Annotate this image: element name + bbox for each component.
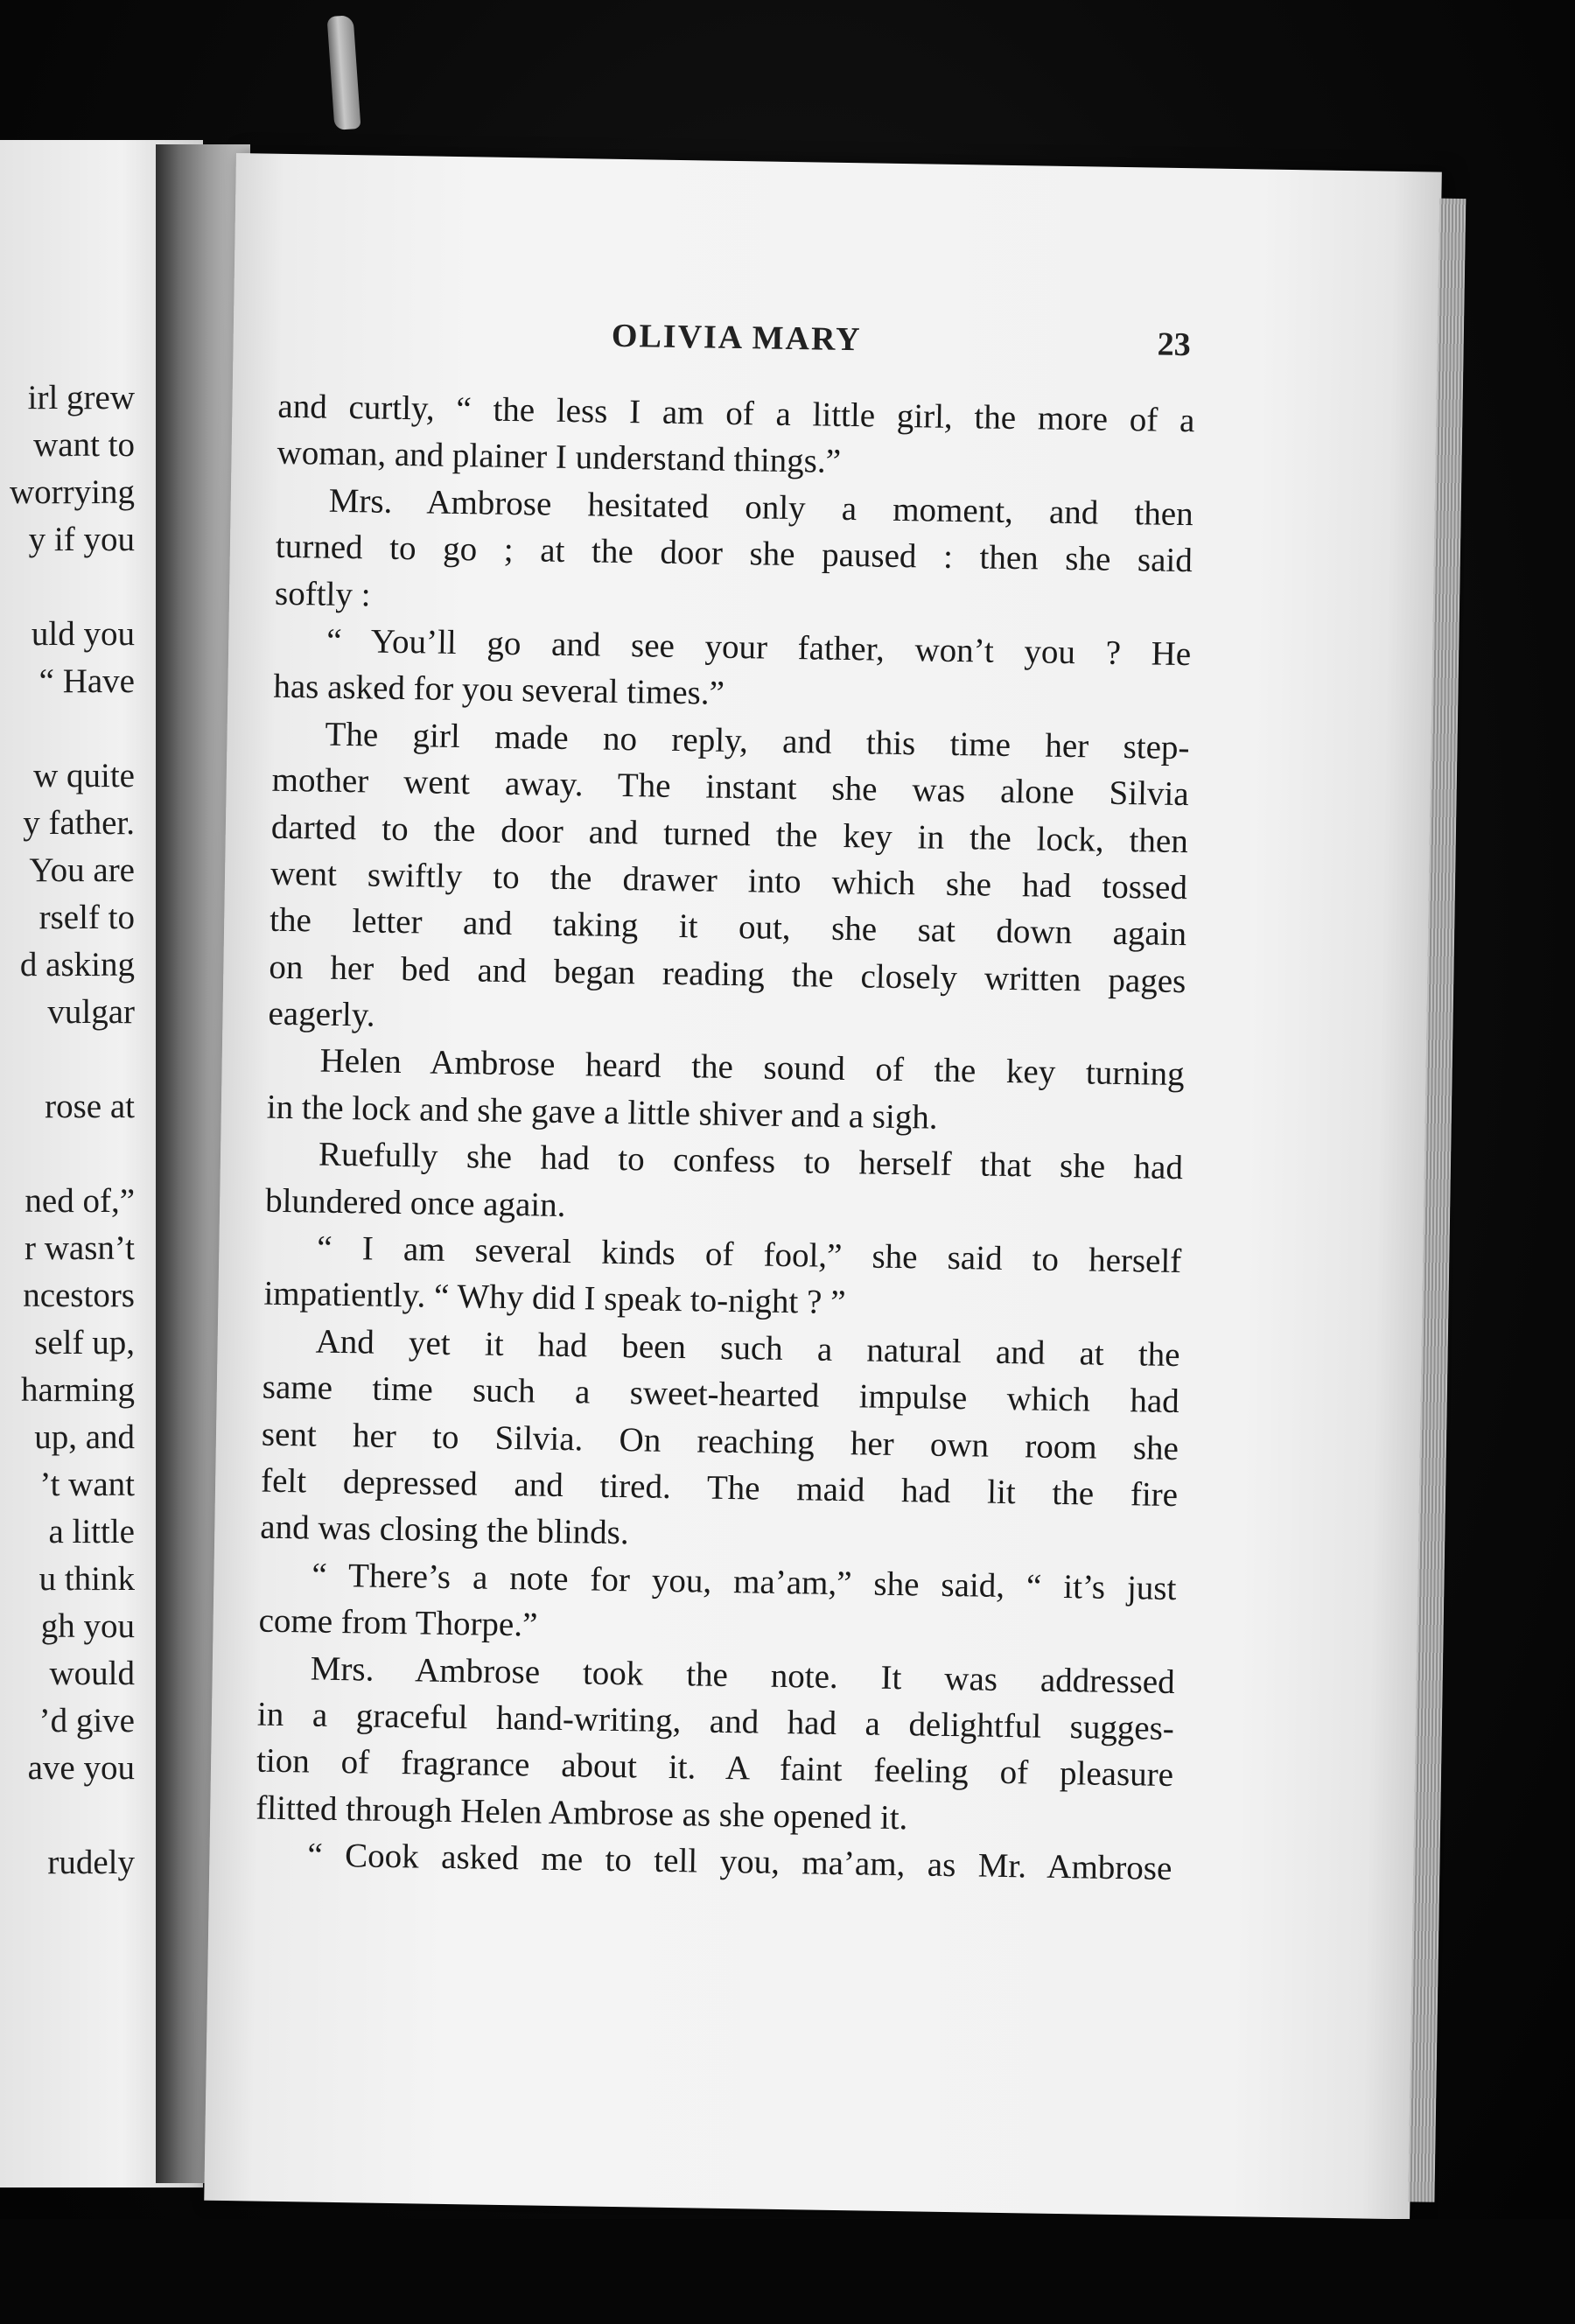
text-line: in a graceful hand-writing, and had a delightful sugges- xyxy=(256,1695,1175,1747)
text-line: and curtly, “ the less I am of a little girl, the more of a xyxy=(277,387,1195,440)
left-line: would xyxy=(49,1655,135,1692)
left-line: irl grew xyxy=(27,379,135,416)
text-line: blundered once again. xyxy=(264,1181,566,1224)
left-line: u think xyxy=(38,1560,135,1598)
left-line: r wasn’t xyxy=(24,1229,135,1267)
running-head xyxy=(282,312,1191,369)
running-title: OLIVIA MARY xyxy=(611,317,862,359)
left-line: w quite xyxy=(33,757,135,794)
left-line: ave you xyxy=(27,1749,135,1787)
left-line: up, and xyxy=(34,1418,135,1456)
left-line: uld you xyxy=(31,615,135,653)
text-line: has asked for you several times.” xyxy=(273,668,725,713)
text-line: turned to go ; at the door she paused : then she said xyxy=(275,527,1194,580)
left-line xyxy=(0,705,135,752)
left-line: gh you xyxy=(40,1607,135,1645)
text-line: flitted through Helen Ambrose as she opened it. xyxy=(255,1788,908,1838)
left-line: rself to xyxy=(38,899,135,936)
left-line xyxy=(0,1036,135,1083)
left-line: ’t want xyxy=(39,1466,135,1503)
left-line: d asking xyxy=(19,946,135,984)
text-line: went swiftly to the drawer into which she had tossed xyxy=(270,854,1188,907)
paper-tab-fragment xyxy=(327,15,361,130)
text-line: softly : xyxy=(274,574,371,614)
text-line: woman, and plainer I understand things.” xyxy=(276,434,842,481)
text-line: darted to the door and turned the key in the lock, then xyxy=(270,808,1189,860)
scan-bottom-margin xyxy=(0,2219,1575,2324)
text-line: Mrs. Ambrose took the note. It was addressed xyxy=(310,1649,1176,1701)
left-line: a little xyxy=(48,1513,135,1550)
text-line: same time such a sweet-hearted impulse which had xyxy=(262,1368,1180,1421)
page-body xyxy=(255,383,1195,1893)
text-line: and was closing the blinds. xyxy=(259,1508,629,1552)
text-line: tion of fragrance about it. A faint feeling of pleasure xyxy=(256,1741,1174,1795)
left-line: want to xyxy=(33,426,135,464)
left-line: ’d give xyxy=(38,1702,135,1740)
text-line: the letter and taking it out, she sat down again xyxy=(269,901,1187,954)
left-line xyxy=(0,564,135,611)
text-line: impatiently. “ Why did I speak to-night ? ” xyxy=(263,1275,846,1322)
left-line: rose at xyxy=(45,1088,135,1125)
text-line: on her bed and began reading the closely written pages xyxy=(269,948,1186,1000)
text-line: “ Cook asked me to tell you, ma’am, as Mr. Ambrose xyxy=(307,1836,1172,1888)
left-line: y father. xyxy=(23,804,135,842)
text-line: And yet it had been such a natural and at the xyxy=(315,1322,1180,1374)
left-line: vulgar xyxy=(47,993,135,1031)
text-line: mother went away. The instant she was alone Silvia xyxy=(271,760,1189,814)
left-line xyxy=(0,1792,135,1839)
left-page-text xyxy=(0,374,135,1886)
text-line: Ruefully she had to confess to herself that she had xyxy=(318,1135,1184,1187)
text-line: “ There’s a note for you, ma’am,” she said, “ it’s just xyxy=(312,1556,1177,1607)
text-line: eagerly. xyxy=(268,994,375,1034)
text-line: The girl made no reply, and this time her step- xyxy=(325,715,1190,766)
text-line: Helen Ambrose heard the sound of the key turning xyxy=(319,1042,1185,1094)
left-line: “ Have xyxy=(38,662,135,700)
text-line: “ You’ll go and see your father, won’t you ? He xyxy=(326,621,1192,674)
text-line: “ I am several kinds of fool,” she said to herself xyxy=(317,1228,1182,1281)
text-line: sent her to Silvia. On reaching her own room she xyxy=(261,1415,1180,1467)
left-line: harming xyxy=(21,1371,135,1409)
page-number: 23 xyxy=(1157,326,1192,364)
page-edges xyxy=(1408,199,1466,2202)
text-line: in the lock and she gave a little shiver and a sigh. xyxy=(266,1088,938,1137)
text-line: come from Thorpe.” xyxy=(258,1601,538,1644)
left-line: ned of,” xyxy=(24,1182,135,1220)
left-line: y if you xyxy=(28,521,135,558)
left-line: ncestors xyxy=(23,1277,135,1314)
left-line: You are xyxy=(29,851,135,889)
left-line: worrying xyxy=(10,473,135,511)
text-line: felt depressed and tired. The maid had lit the fire xyxy=(260,1461,1179,1515)
left-line: rudely xyxy=(47,1844,135,1881)
text-line: Mrs. Ambrose hesitated only a moment, and then xyxy=(328,481,1194,534)
left-line xyxy=(0,1130,135,1178)
right-page xyxy=(204,153,1442,2219)
left-line: self up, xyxy=(34,1324,135,1362)
